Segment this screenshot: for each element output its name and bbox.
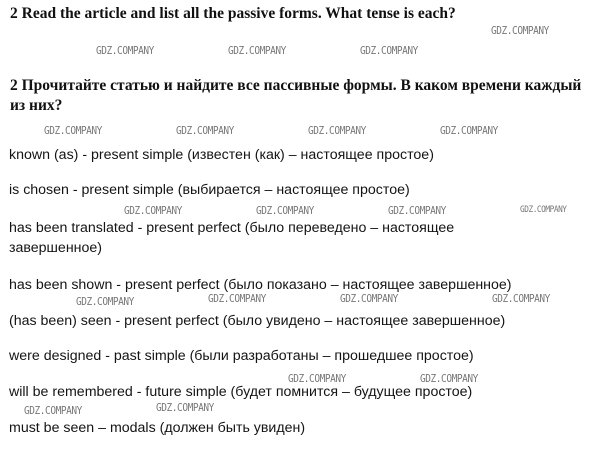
answer-line: has been shown - present perfect (было показано – настоящее завершенное) [9,277,512,293]
watermark: GDZ.COMPANY [96,44,154,57]
watermark: GDZ.COMPANY [124,204,182,217]
answer-line: (has been) seen - present perfect (было увидено – настоящее завершенное) [9,313,506,329]
watermark: GDZ.COMPANY [44,124,102,137]
watermark: GDZ.COMPANY [440,124,498,137]
watermark: GDZ.COMPANY [340,292,398,305]
watermark: GDZ.COMPANY [308,124,366,137]
answer-line: will be remembered - future simple (будет помнится – будущее простое) [9,384,473,400]
answer-line: known (as) - present simple (известен (как) – настоящее простое) [9,147,434,163]
watermark: GDZ.COMPANY [208,292,266,305]
answer-line: is chosen - present simple (выбирается – настоящее простое) [9,182,410,198]
watermark: GDZ.COMPANY [256,204,314,217]
watermark: GDZ.COMPANY [420,372,478,385]
watermark: GDZ.COMPANY [176,124,234,137]
watermark: GDZ.COMPANY [228,44,286,57]
watermark: GDZ.COMPANY [156,401,214,414]
watermark: GDZ.COMPANY [288,372,346,385]
watermark: GDZ.COMPANY [388,204,446,217]
watermark: GDZ.COMPANY [491,24,549,37]
answer-line: were designed - past simple (были разработаны – прошедшее простое) [9,348,474,364]
watermark: GDZ.COMPANY [360,44,418,57]
answer-line: has been translated - present perfect (было переведено – настоящее завершенное) [9,220,455,256]
task-heading-english: 2 Read the article and list all the passive forms. What tense is each? [10,5,456,22]
answer-line: must be seen – modals (должен быть увиден) [9,420,306,436]
watermark: GDZ.COMPANY [520,205,567,215]
watermark: GDZ.COMPANY [492,292,550,305]
task-heading-russian: 2 Прочитайте статью и найдите все пассивные формы. В каком времени каждый из них? [10,77,582,114]
watermark: GDZ.COMPANY [24,404,82,417]
watermark: GDZ.COMPANY [76,295,134,308]
